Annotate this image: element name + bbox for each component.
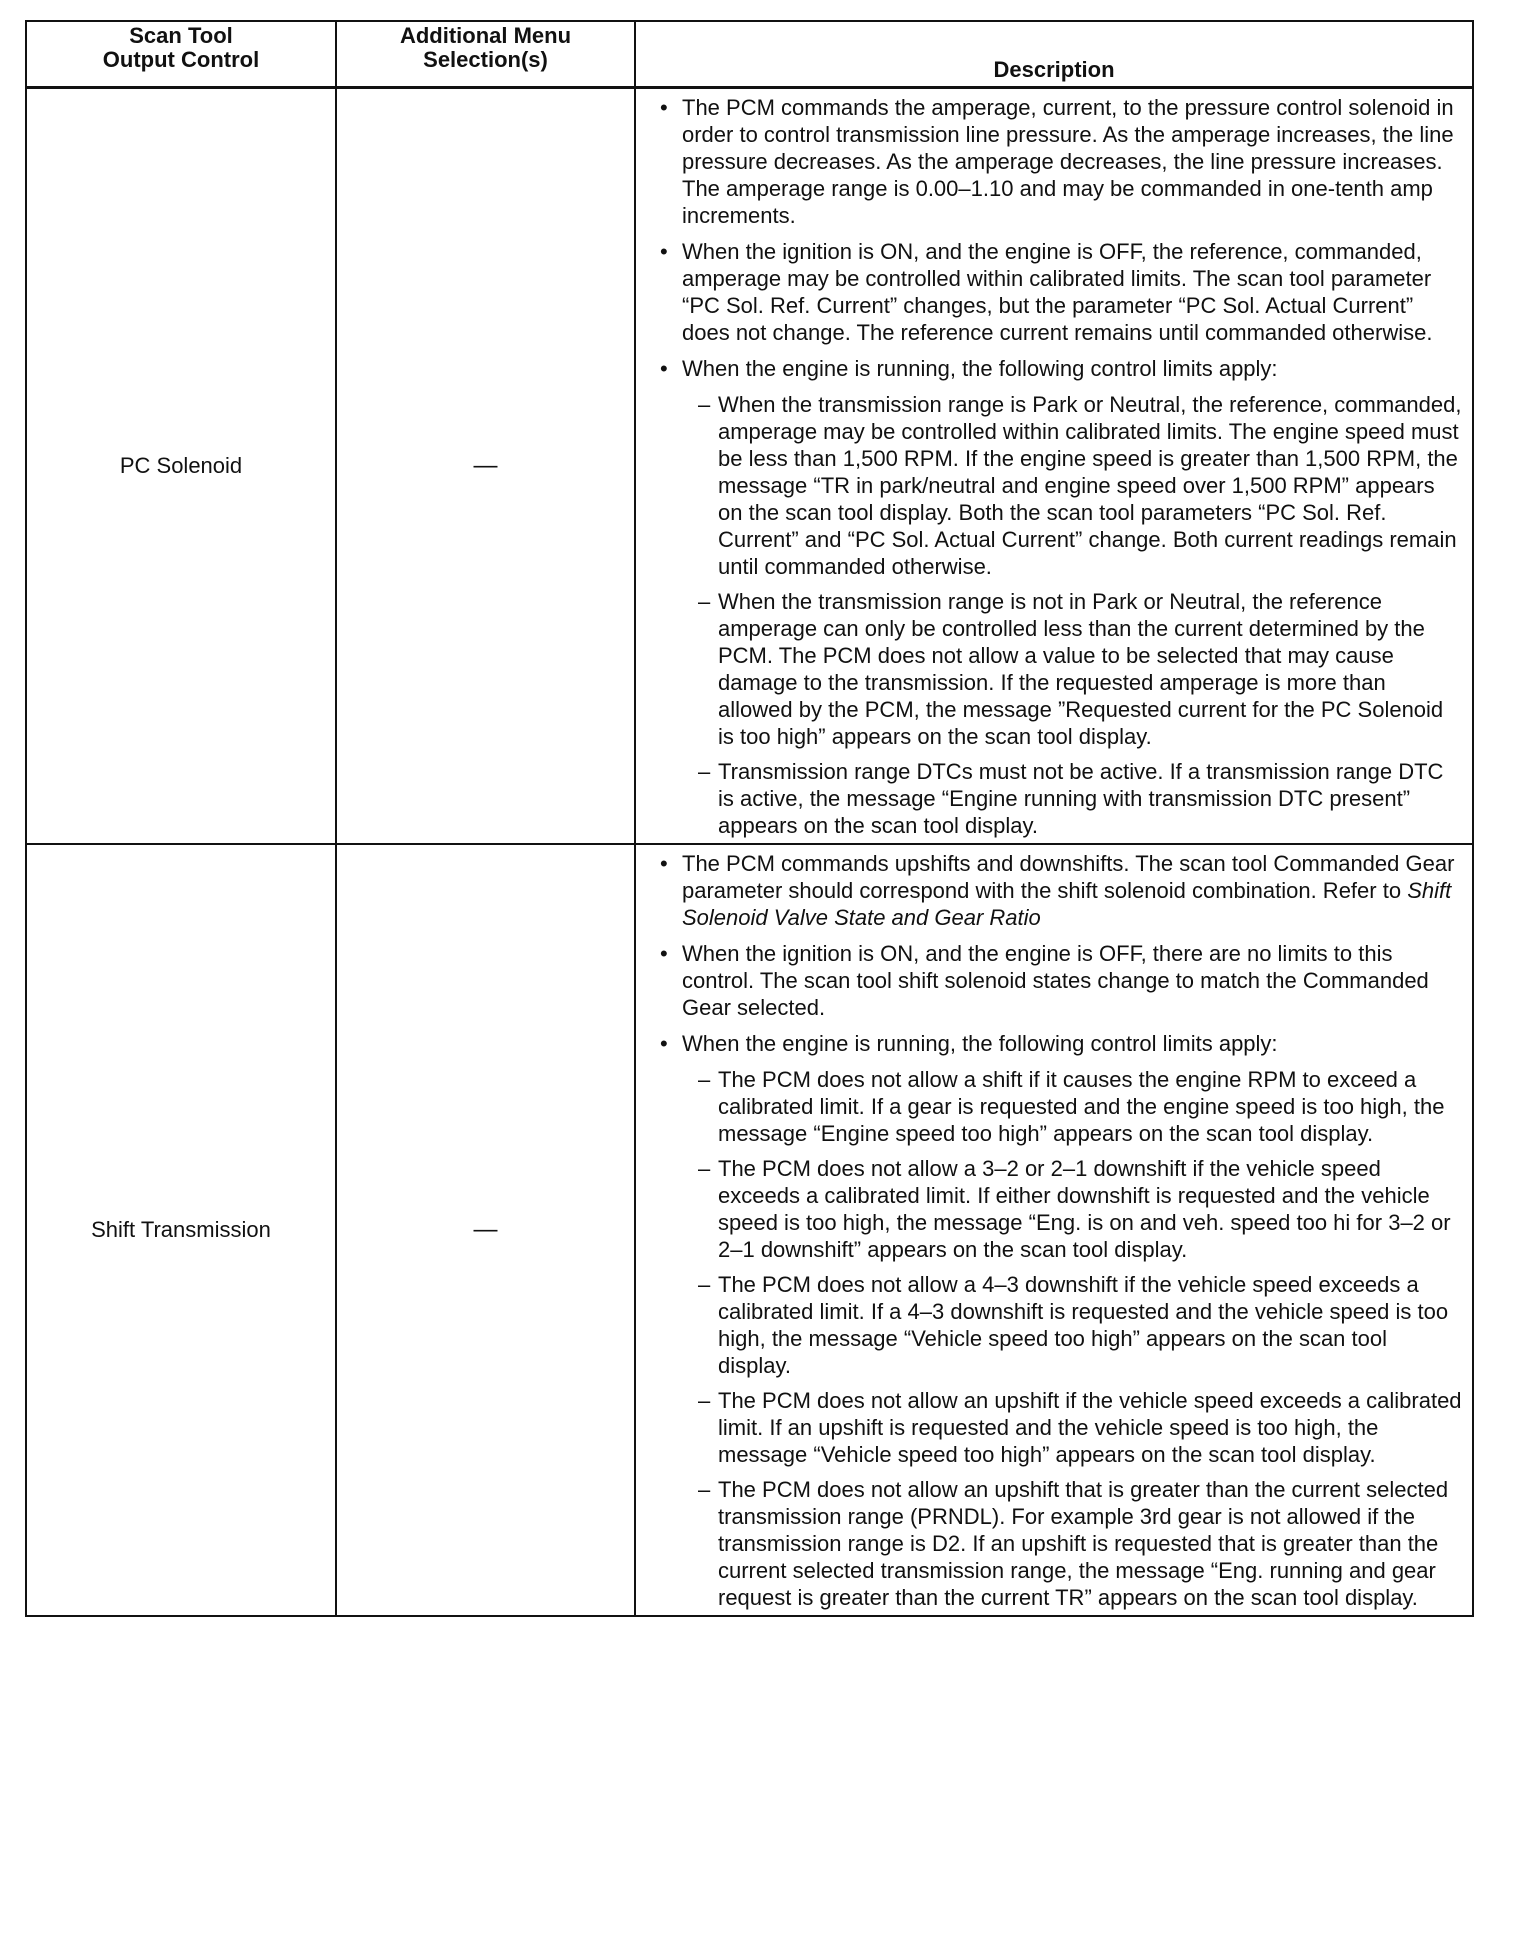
header-output-control-line1: Scan Tool <box>129 23 233 48</box>
row-menu-pc-solenoid <box>336 88 635 845</box>
table-row-shift-transmission <box>26 844 1473 1616</box>
description-bullet: • When the ignition is ON, and the engine is OFF, there are no limits to this control. The scan tool shift solenoid states change to match the Commanded Gear selected. <box>642 940 1464 1021</box>
description-bullet: • When the engine is running, the following control limits apply: <box>642 1030 1464 1057</box>
description-sub-item: – When the transmission range is not in Park or Neutral, the reference amperage can only be controlled less than the current determined by the PCM. The PCM does not allow a value to be selected that may cause damage to the transmission. If the requested amperage is more than allowed by the PCM, the message ”Requested current for the PC Solenoid is too high” appears on the scan tool display. <box>642 588 1464 750</box>
output-control-table <box>25 20 1474 1617</box>
description-sub-item: – The PCM does not allow a shift if it causes the engine RPM to exceed a calibrated limit. If a gear is requested and the engine speed is too high, the message “Engine speed too high” appears on the scan tool display. <box>642 1066 1464 1147</box>
description-sub-item: – When the transmission range is Park or Neutral, the reference, commanded, amperage may be controlled within calibrated limits. The engine speed must be less than 1,500 RPM. If the engine speed is greater than 1,500 RPM, the message “TR in park/neutral and engine speed over 1,500 RPM” appears on the scan tool display. Both the scan tool parameters “PC Sol. Ref. Current” and “PC Sol. Actual Current” change. Both current readings remain until commanded otherwise. <box>642 391 1464 580</box>
header-output-control <box>26 21 336 88</box>
menu-none-dash: — <box>473 1216 498 1243</box>
description-bullet: • When the engine is running, the following control limits apply: <box>642 355 1464 382</box>
row-menu-shift-transmission <box>336 844 635 1616</box>
description-bullet: • When the ignition is ON, and the engine is OFF, the reference, commanded, amperage may be controlled within calibrated limits. The scan tool parameter “PC Sol. Ref. Current” changes, but the parameter “PC Sol. Actual Current” does not change. The reference current remains until commanded otherwise. <box>642 238 1464 346</box>
description-bullet: • The PCM commands the amperage, current, to the pressure control solenoid in order to control transmission line pressure. As the amperage increases, the line pressure decreases. As the amperage decreases, the line pressure increases. The amperage range is 0.00–1.10 and may be commanded in one-tenth amp increments. <box>642 94 1464 229</box>
description-sub-item: – The PCM does not allow an upshift that is greater than the current selected transmission range (PRNDL). For example 3rd gear is not allowed if the transmission range is D2. If an upshift is requested that is greater than the current selected transmission range, the message “Eng. running and gear request is greater than the current TR” appears on the scan tool display. <box>642 1476 1464 1611</box>
header-menu-selections-line1: Additional Menu <box>399 23 572 48</box>
description-sub-item: – Transmission range DTCs must not be active. If a transmission range DTC is active, the message “Engine running with transmission DTC present” appears on the scan tool display. <box>642 758 1464 839</box>
description-sub-item: – The PCM does not allow a 3–2 or 2–1 downshift if the vehicle speed exceeds a calibrated limit. If either downshift is requested and the vehicle speed is too high, the message “Eng. is on and veh. speed too hi for 3–2 or 2–1 downshift” appears on the scan tool display. <box>642 1155 1464 1263</box>
description-sub-item: – The PCM does not allow an upshift if the vehicle speed exceeds a calibrated limit. If an upshift is requested and the vehicle speed is too high, the message “Vehicle speed too high” appears on the scan tool display. <box>642 1387 1464 1468</box>
header-menu-selections-line2: Selection(s) <box>423 47 548 72</box>
description-sub-item: – The PCM does not allow a 4–3 downshift if the vehicle speed exceeds a calibrated limit. If a 4–3 downshift is requested and the vehicle speed is too high, the message “Vehicle speed too high” appears on the scan tool display. <box>642 1271 1464 1379</box>
menu-none-dash: — <box>473 452 498 479</box>
table-row-pc-solenoid <box>26 88 1473 845</box>
row-description-shift-transmission <box>635 844 1473 1616</box>
bullet-text: The PCM commands upshifts and downshifts. The scan tool Commanded Gear parameter should correspond with the shift solenoid combination. Refer to <box>682 851 1455 903</box>
row-description-pc-solenoid <box>635 88 1473 845</box>
header-menu-selections <box>336 21 635 88</box>
row-label-shift-transmission: Shift Transmission <box>26 844 336 1616</box>
row-label-pc-solenoid: PC Solenoid <box>26 88 336 845</box>
cross-reference-link[interactable]: Shift Solenoid Valve State and Gear Ratio <box>682 878 1452 930</box>
header-output-control-line2: Output Control <box>102 47 260 72</box>
description-bullet <box>642 850 1464 931</box>
header-description: Description <box>635 21 1473 88</box>
header-row <box>26 21 1473 88</box>
